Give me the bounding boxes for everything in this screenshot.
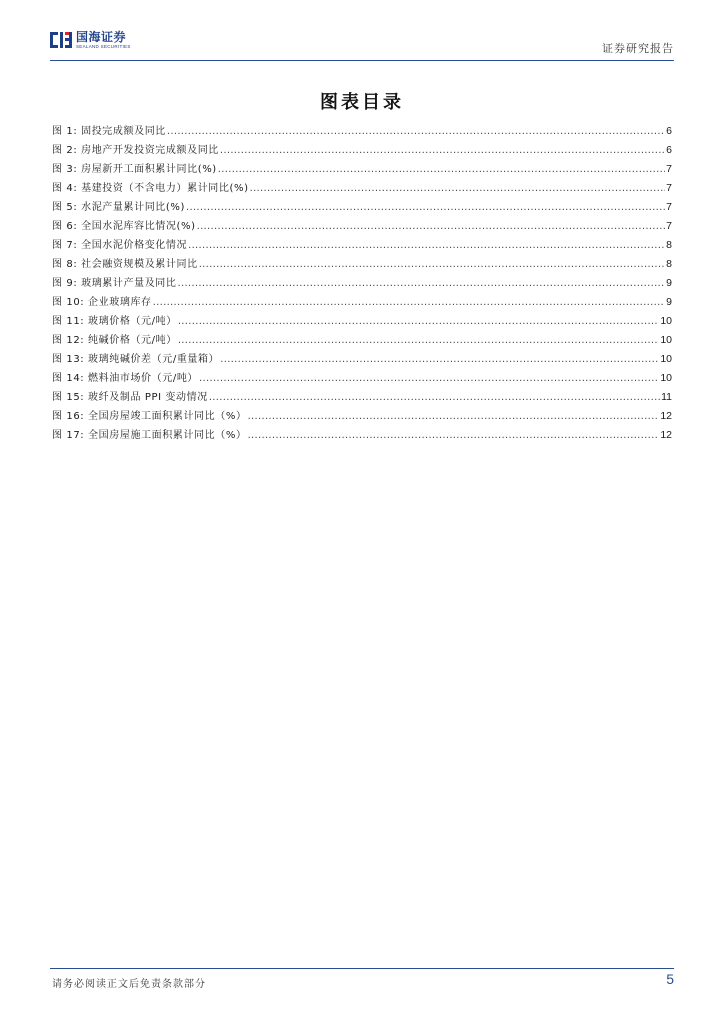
toc-entry-label: 图 1: 固投完成额及同比 (52, 126, 166, 137)
page-footer (50, 968, 674, 991)
toc-entry-page: 8 (666, 239, 672, 251)
toc-leader-dots (250, 179, 666, 198)
toc-leader-dots (248, 426, 660, 445)
toc-entry-label: 图 13: 玻璃纯碱价差（元/重量箱） (52, 354, 220, 365)
toc-entry[interactable] (52, 426, 672, 445)
toc-leader-dots (178, 331, 659, 350)
toc-entry[interactable] (52, 179, 672, 198)
toc-entry[interactable] (52, 369, 672, 388)
toc-entry-label: 图 8: 社会融资规模及累计同比 (52, 259, 198, 270)
page-header (50, 28, 674, 61)
toc-entry[interactable] (52, 217, 672, 236)
toc-entry-page: 10 (660, 353, 672, 365)
toc-entry-page: 12 (660, 429, 672, 441)
report-type-label: 证券研究报告 (602, 42, 674, 55)
toc-entry-page: 9 (666, 296, 672, 308)
toc-entry-page: 10 (660, 372, 672, 384)
toc-leader-dots (220, 350, 659, 369)
toc-entry[interactable] (52, 293, 672, 312)
toc-leader-dots (209, 388, 660, 407)
toc-entry-page: 6 (666, 144, 672, 156)
toc-entry[interactable] (52, 141, 672, 160)
toc-leader-dots (178, 274, 666, 293)
company-logo (50, 30, 131, 50)
toc-entry-label: 图 7: 全国水泥价格变化情况 (52, 240, 188, 251)
toc-entry-label: 图 5: 水泥产量累计同比(%) (52, 202, 185, 213)
toc-entry-label: 图 14: 燃料油市场价（元/吨） (52, 373, 199, 384)
toc-leader-dots (248, 407, 660, 426)
toc-entry-page: 9 (666, 277, 672, 289)
disclaimer-text: 请务必阅读正文后免责条款部分 (52, 979, 206, 990)
toc-entry-label: 图 2: 房地产开发投资完成额及同比 (52, 145, 219, 156)
toc-leader-dots (199, 255, 665, 274)
toc-entry[interactable] (52, 388, 672, 407)
toc-entry[interactable] (52, 331, 672, 350)
toc-entry-label: 图 12: 纯碱价格（元/吨） (52, 335, 177, 346)
page-title: 图表目录 (320, 92, 404, 113)
toc-entry-label: 图 9: 玻璃累计产量及同比 (52, 278, 177, 289)
toc-entry-label: 图 11: 玻璃价格（元/吨） (52, 316, 177, 327)
sealand-logo-icon (50, 30, 72, 50)
toc-entry[interactable] (52, 255, 672, 274)
toc-entry[interactable] (52, 312, 672, 331)
toc-leader-dots (186, 198, 665, 217)
toc-entry[interactable] (52, 350, 672, 369)
toc-entry[interactable] (52, 160, 672, 179)
toc-entry-page: 10 (660, 334, 672, 346)
toc-entry-page: 6 (666, 125, 672, 137)
toc-entry-label: 图 6: 全国水泥库容比情况(%) (52, 221, 196, 232)
logo-chinese-name: 国海证券 (76, 29, 127, 44)
toc-entry[interactable] (52, 236, 672, 255)
toc-entry[interactable] (52, 198, 672, 217)
toc-entry-label: 图 17: 全国房屋施工面积累计同比（%） (52, 430, 247, 441)
toc-entry[interactable] (52, 274, 672, 293)
toc-entry[interactable] (52, 407, 672, 426)
toc-entry-page: 10 (660, 315, 672, 327)
toc-entry-label: 图 3: 房屋新开工面积累计同比(%) (52, 164, 217, 175)
toc-entry-page: 7 (666, 182, 672, 194)
toc-leader-dots (188, 236, 665, 255)
toc-entry-label: 图 16: 全国房屋竣工面积累计同比（%） (52, 411, 247, 422)
toc-leader-dots (197, 217, 666, 236)
logo-english-name: SEALAND SECURITIES (76, 43, 131, 49)
toc-leader-dots (178, 312, 659, 331)
toc-entry-label: 图 15: 玻纤及制品 PPI 变动情况 (52, 392, 208, 403)
toc-leader-dots (167, 122, 665, 141)
toc-entry-page: 7 (666, 201, 672, 213)
toc-entry-label: 图 10: 企业玻璃库存 (52, 297, 152, 308)
page-number: 5 (666, 971, 674, 987)
toc-entry-page: 11 (661, 391, 672, 403)
toc-leader-dots (199, 369, 659, 388)
toc-leader-dots (218, 160, 665, 179)
toc-entry-page: 8 (666, 258, 672, 270)
toc-leader-dots (220, 141, 665, 160)
toc-entry-page: 7 (666, 163, 672, 175)
toc-entry-page: 12 (660, 410, 672, 422)
toc-entry[interactable] (52, 122, 672, 141)
toc-entry-label: 图 4: 基建投资（不含电力）累计同比(%) (52, 183, 249, 194)
figure-toc-list (52, 122, 672, 445)
toc-entry-page: 7 (666, 220, 672, 232)
toc-leader-dots (153, 293, 666, 312)
